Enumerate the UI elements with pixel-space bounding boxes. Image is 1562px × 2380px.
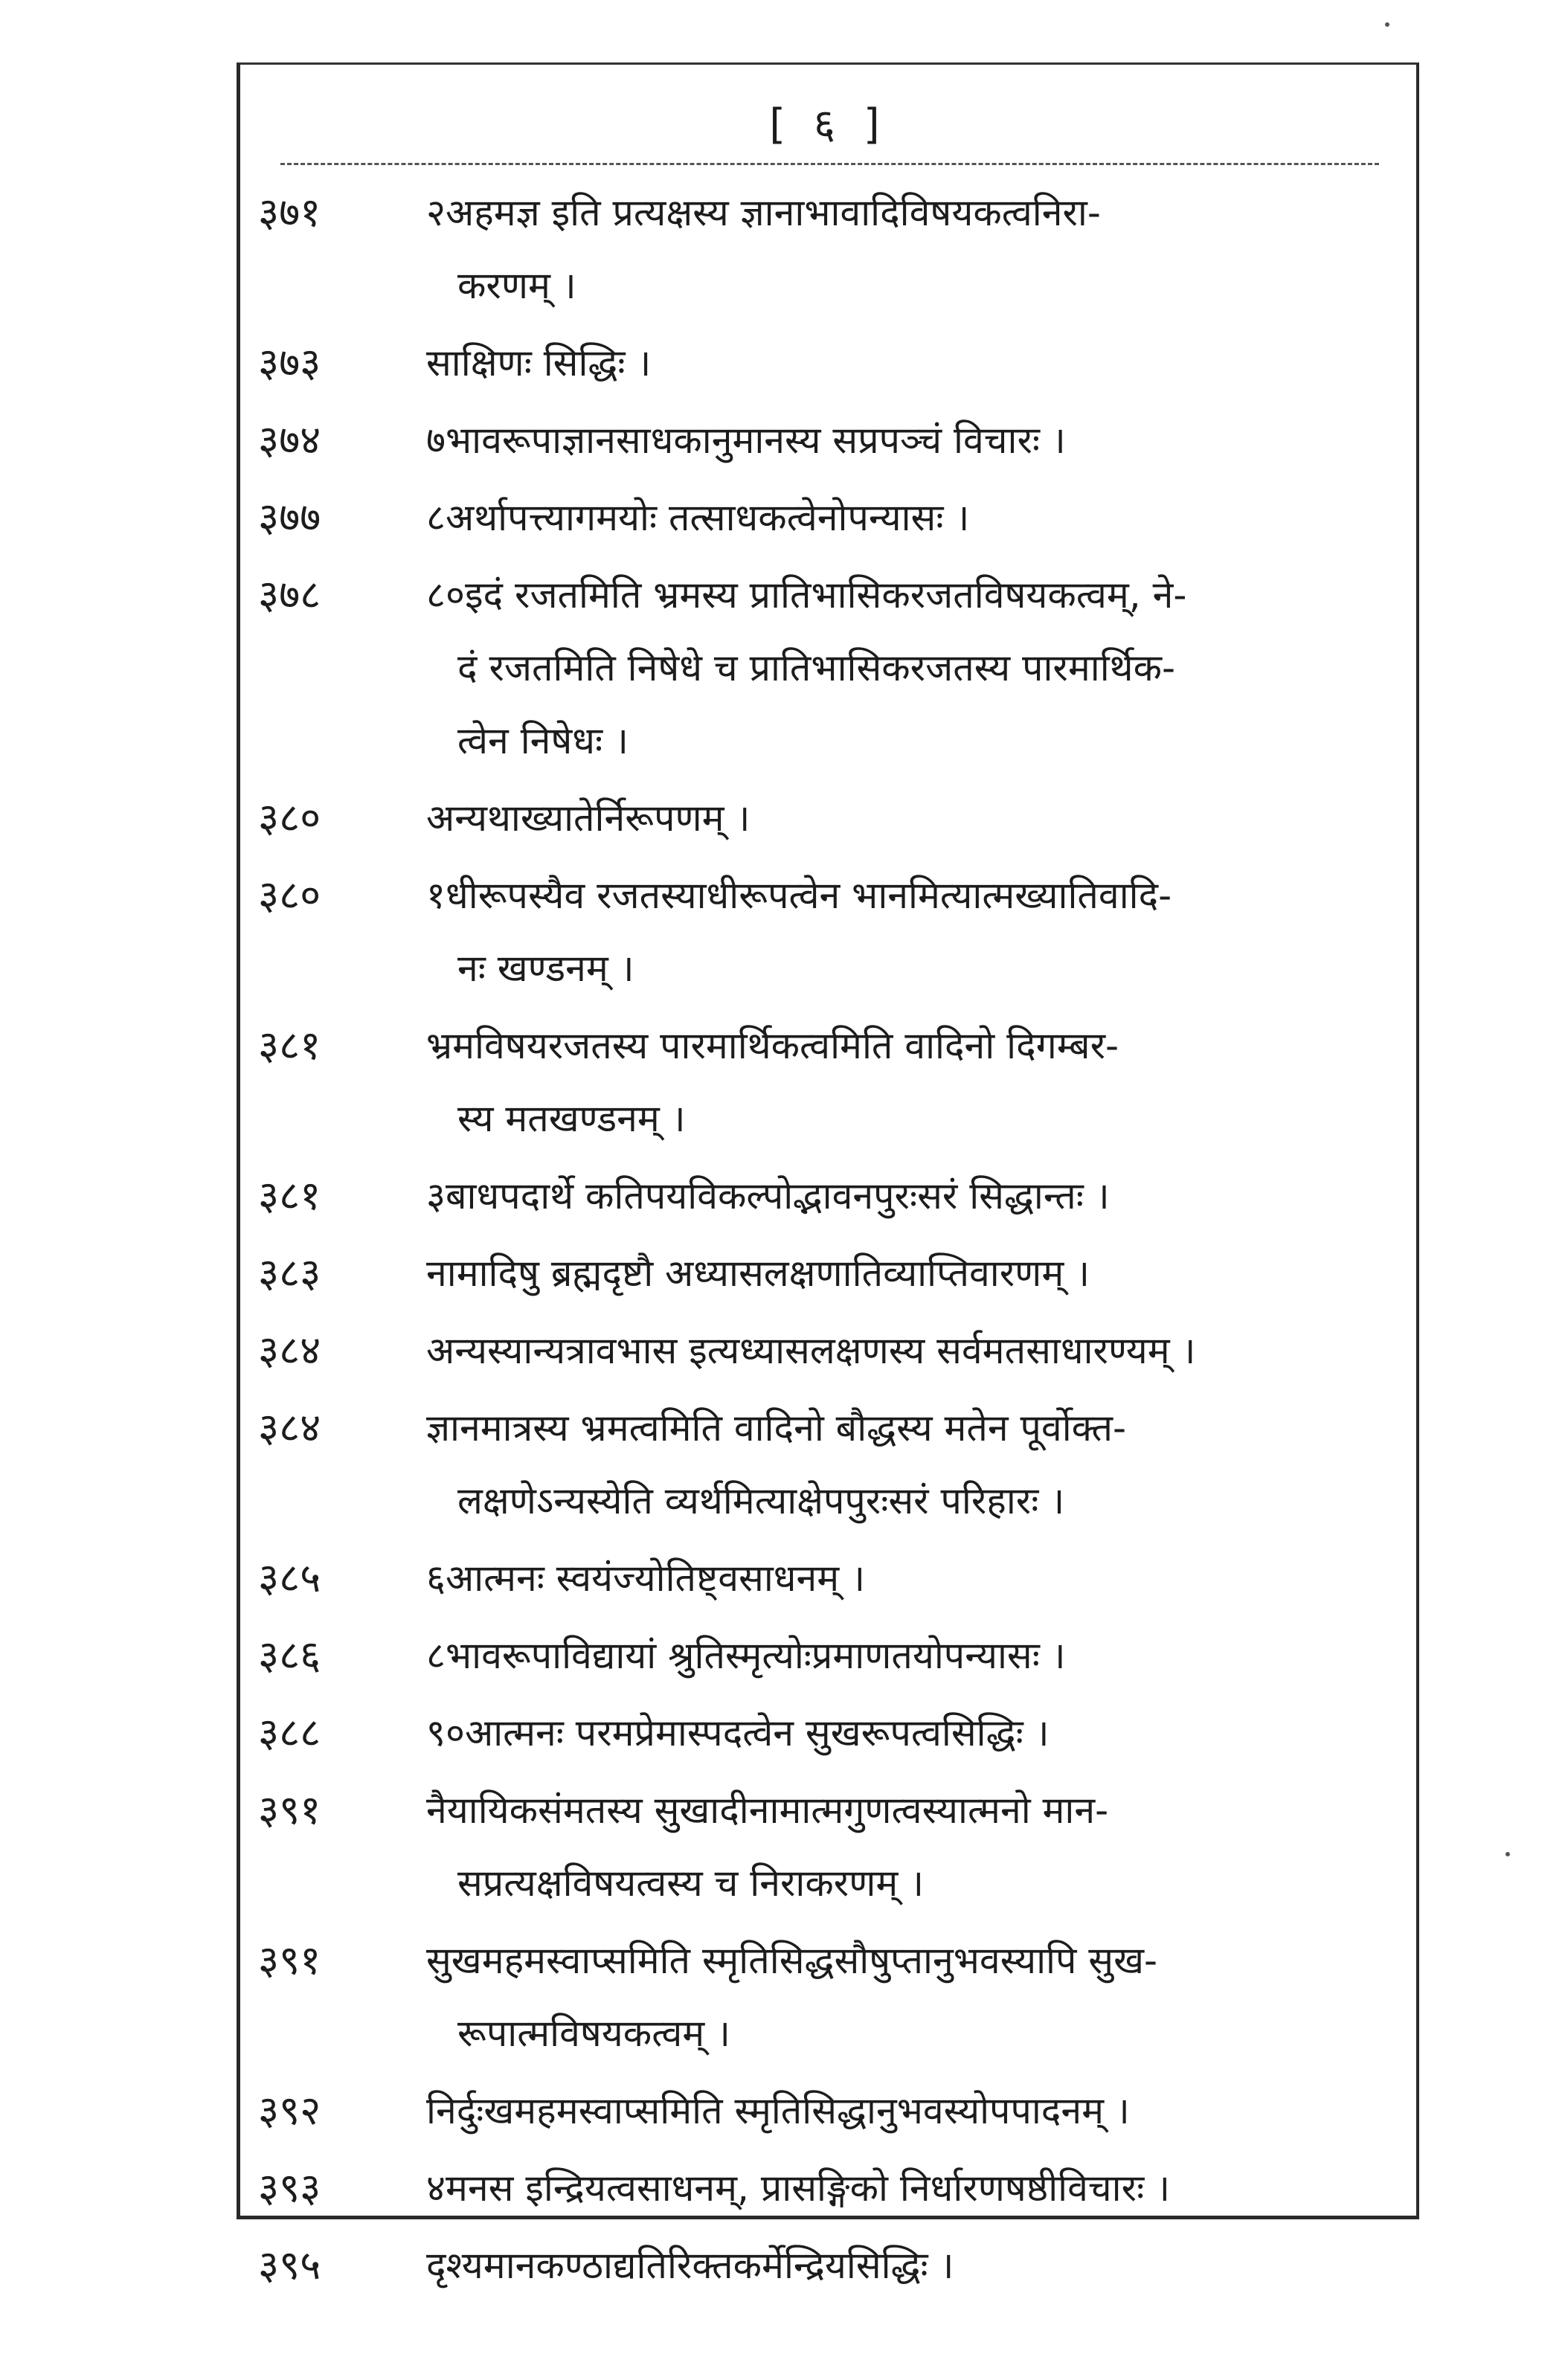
entry-line: ४मनस इन्द्रियत्वसाधनम्, प्रासङ्गिको निर्धारणषष्ठीविचारः । <box>426 2167 1171 2210</box>
entry-page-number: ३७८ <box>258 571 321 618</box>
entry-text <box>426 1924 1386 2070</box>
entry-line: ८भावरूपाविद्यायां श्रुतिस्मृत्योःप्रमाणतयोपन्यासः । <box>426 1634 1066 1677</box>
entry-page-number: ३८१ <box>258 1022 321 1069</box>
entry-line: रूपात्मविषयकत्वम् । <box>457 2012 730 2055</box>
contents-entry <box>240 1160 1416 1232</box>
contents-entry <box>240 1237 1416 1310</box>
entry-line: करणम् । <box>457 264 576 307</box>
entry-line: अन्यथाख्यातेर्निरूपणम् । <box>426 797 751 840</box>
contents-entry <box>240 2074 1416 2147</box>
entry-page-number: ३८४ <box>258 1327 321 1374</box>
entry-page-number: ३८६ <box>258 1632 321 1679</box>
contents-list <box>240 176 1416 2306</box>
entry-page-number: ३८१ <box>258 1172 321 1219</box>
entry-line: निर्दुःखमहमस्वाप्समिति स्मृतिसिद्धानुभवस्योपपादनम् । <box>426 2089 1130 2132</box>
entry-line: दृश्यमानकण्ठाद्यतिरिक्तकर्मेन्द्रियसिद्धिः । <box>426 2244 954 2287</box>
contents-entry <box>240 1314 1416 1387</box>
contents-entry <box>240 1924 1416 2070</box>
contents-entry <box>240 1619 1416 1692</box>
entry-line: ८अर्थापत्त्यागमयोः तत्साधकत्वेनोपन्यासः । <box>426 496 970 539</box>
entry-page-number: ३८० <box>258 794 321 841</box>
contents-entry <box>240 176 1416 322</box>
entry-text <box>426 1314 1386 1387</box>
entry-line: ६आत्मनः स्वयंज्योतिष्ट्वसाधनम् । <box>426 1557 866 1600</box>
entry-page-number: ३७४ <box>258 416 321 463</box>
entry-text <box>426 1160 1386 1232</box>
entry-text <box>426 782 1386 855</box>
entry-page-number: ३७७ <box>258 494 321 541</box>
entry-line: ३बाधपदार्थे कतिपयविकल्पोद्भावनपुरःसरं सिद्धान्तः । <box>426 1174 1110 1218</box>
contents-entry <box>240 859 1416 1005</box>
entry-text <box>426 1237 1386 1310</box>
entry-line: लक्षणेऽन्यस्येति व्यर्थमित्याक्षेपपुरःसरं परिहारः । <box>457 1479 1065 1522</box>
entry-line: दं रजतमिति निषेधे च प्रातिभासिकरजतस्य पारमार्थिक- <box>457 646 1176 689</box>
header-divider <box>280 163 1379 165</box>
entry-line: ९०आत्मनः परमप्रेमास्पदत्वेन सुखरूपत्वसिद्धिः । <box>426 1711 1050 1755</box>
scan-speck <box>1385 22 1389 27</box>
contents-entry <box>240 481 1416 554</box>
entry-text <box>426 2074 1386 2147</box>
contents-entry <box>240 2152 1416 2225</box>
entry-text <box>426 1009 1386 1155</box>
entry-page-number: ३९२ <box>258 2087 321 2134</box>
entry-line: स्य मतखण्डनम् । <box>457 1097 686 1140</box>
entry-text <box>426 1619 1386 1692</box>
contents-entry <box>240 1009 1416 1155</box>
entry-page-number: ३९३ <box>258 2164 321 2211</box>
entry-line: त्वेन निषेधः । <box>457 719 629 762</box>
entry-line: १धीरूपस्यैव रजतस्याधीरूपत्वेन भानमित्यात्मख्यातिवादि- <box>426 874 1172 917</box>
entry-text <box>426 1392 1386 1537</box>
entry-line: ज्ञानमात्रस्य भ्रमत्वमिति वादिनो बौद्धस्य मतेन पूर्वोक्त- <box>426 1406 1127 1450</box>
page-number: [ ६ ] <box>769 100 887 149</box>
entry-page-number: ३९१ <box>258 1937 321 1984</box>
entry-text <box>426 176 1386 322</box>
entry-line: २अहमज्ञ इति प्रत्यक्षस्य ज्ञानाभावादिविषयकत्वनिरा- <box>426 191 1101 234</box>
entry-text <box>426 1696 1386 1769</box>
entry-line: नैयायिकसंमतस्य सुखादीनामात्मगुणत्वस्यात्मनो मान- <box>426 1789 1109 1832</box>
entry-page-number: ३७३ <box>258 339 321 386</box>
entry-line: सप्रत्यक्षविषयत्वस्य च निराकरणम् । <box>457 1862 925 1905</box>
entry-line: नः खण्डनम् । <box>457 947 634 990</box>
contents-entry <box>240 782 1416 855</box>
entry-line: ८०इदं रजतमिति भ्रमस्य प्रातिभासिकरजतविषयकत्वम्, ने- <box>426 573 1187 617</box>
contents-entry <box>240 559 1416 777</box>
contents-entry <box>240 1774 1416 1920</box>
entry-page-number: ३९१ <box>258 1786 321 1833</box>
entry-text <box>426 481 1386 554</box>
entry-text <box>426 559 1386 777</box>
entry-line: सुखमहमस्वाप्समिति स्मृतिसिद्धसौषुप्तानुभवस्यापि सुख- <box>426 1939 1158 1982</box>
entry-page-number: ३८५ <box>258 1554 321 1601</box>
scan-speck <box>1505 1852 1510 1856</box>
contents-entry <box>240 2229 1416 2302</box>
contents-entry <box>240 404 1416 477</box>
contents-entry <box>240 1542 1416 1615</box>
entry-line: नामादिषु ब्रह्मदृष्टौ अध्यासलक्षणातिव्याप्तिवारणम् । <box>426 1252 1090 1295</box>
entry-line: ७भावरूपाज्ञानसाधकानुमानस्य सप्रपञ्चं विचारः । <box>426 419 1066 462</box>
entry-line: अन्यस्यान्यत्रावभास इत्यध्यासलक्षणस्य सर्वमतसाधारण्यम् । <box>426 1329 1196 1372</box>
entry-text <box>426 2229 1386 2302</box>
page-frame <box>237 62 1419 2289</box>
entry-page-number: ३७१ <box>258 189 321 236</box>
entry-text <box>426 1774 1386 1920</box>
contents-entry <box>240 1696 1416 1769</box>
entry-line: भ्रमविषयरजतस्य पारमार्थिकत्वमिति वादिनो दिगम्बर- <box>426 1024 1119 1067</box>
entry-page-number: ३९५ <box>258 2242 321 2289</box>
entry-text <box>426 859 1386 1005</box>
entry-page-number: ३८४ <box>258 1404 321 1451</box>
entry-text <box>426 327 1386 399</box>
entry-page-number: ३८३ <box>258 1250 321 1296</box>
entry-text <box>426 404 1386 477</box>
entry-page-number: ३८८ <box>258 1709 321 1756</box>
contents-entry <box>240 1392 1416 1537</box>
entry-text <box>426 2152 1386 2225</box>
entry-text <box>426 1542 1386 1615</box>
entry-line: साक्षिणः सिद्धिः । <box>426 341 652 385</box>
contents-entry <box>240 327 1416 399</box>
entry-page-number: ३८० <box>258 872 321 919</box>
